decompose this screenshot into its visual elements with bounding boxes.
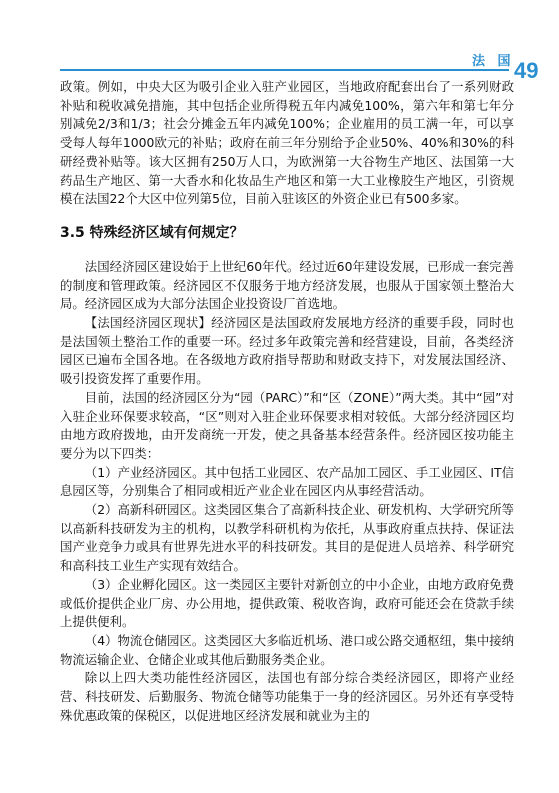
page-body [60,78,514,726]
list-item-paragraph: （4）物流仓储园区。这类园区大多临近机场、港口或公路交通枢纽，集中接纳物流运输企业、仓储企业或其他后勤服务类企业。 [60,632,514,667]
header-rule [60,69,509,71]
body-paragraph: 目前，法国的经济园区分为“园（PARC）”和“区（ZONE）”两大类。其中“园”对入驻企业环保要求较高，“区”则对入驻企业环保要求相对较低。大部分经济园区均由地方政府拨地，由开发商统一开发，使之具备基本经营条件。经济园区按功能主要分为以下四类： [60,389,514,461]
continuation-paragraph: 政策。例如，中央大区为吸引企业入驻产业园区，当地政府配套出台了一系列财政补贴和税收减免措施，其中包括企业所得税五年内减免100%，第六年和第七年分别减免2/3和1/3；社会分摊金五年内减免100%；企业雇用的员工满一年，可以享受每人每年1000欧元的补贴；政府在前三年分别给予企业50%、40%和30%的科研经费补贴等。该大区拥有250万人口，为欧洲第一大谷物生产地区、法国第一大药品生产地区、第一大香水和化妆品生产地区和第一大工业橡胶生产地区，引资规模在法国22个大区中位列第5位，目前入驻该区的外资企业已有500多家。 [60,79,514,207]
body-paragraph: 【法国经济园区现状】经济园区是法国政府发展地方经济的重要手段，同时也是法国领土整治工作的重要一环。经过多年政策完善和经营建设，目前，各类经济园区已遍布全国各地。在各级地方政府指导帮助和财政支持下，对发展法国经济、吸引投资发挥了重要作用。 [60,315,514,387]
body-paragraph: 除以上四大类功能性经济园区，法国也有部分综合类经济园区，即将产业经营、科技研发、后勤服务、物流仓储等功能集于一身的经济园区。另外还有享受特殊优惠政策的保税区，以促进地区经济发展和就业为主的 [60,670,514,723]
body-paragraph: 法国经济园区建设始于上世纪60年代。经过近60年建设发展，已形成一套完善的制度和管理政策。经济园区不仅服务于地方经济发展，也服从于国家领土整治大局。经济园区成为大部分法国企业投资设厂首选地。 [60,258,514,312]
list-item-paragraph: （2）高新科研园区。这类园区集合了高新科技企业、研发机构、大学研究所等以高新科技研发为主的机构，以教学科研机构为依托，从事政府重点扶持、保证法国产业竞争力或具有世界先进水平的科技研发。其目的是促进人员培养、科学研究和高科技工业生产实现有效结合。 [60,502,514,574]
running-header-country: 法 国 [472,54,515,69]
section-heading: 3.5 特殊经济区域有何规定？ [60,224,244,241]
page-number: 49 [514,58,539,83]
list-item-paragraph: （3）企业孵化园区。这一类园区主要针对新创立的中小企业，由地方政府免费或低价提供企业厂房、办公用地，提供政策、税收咨询，政府可能还会在贷款手续上提供便利。 [60,576,514,630]
list-item-paragraph: （1）产业经济园区。其中包括工业园区、农产品加工园区、手工业园区、IT信息园区等，分别集合了相同或相近产业企业在园区内从事经营活动。 [60,464,514,499]
